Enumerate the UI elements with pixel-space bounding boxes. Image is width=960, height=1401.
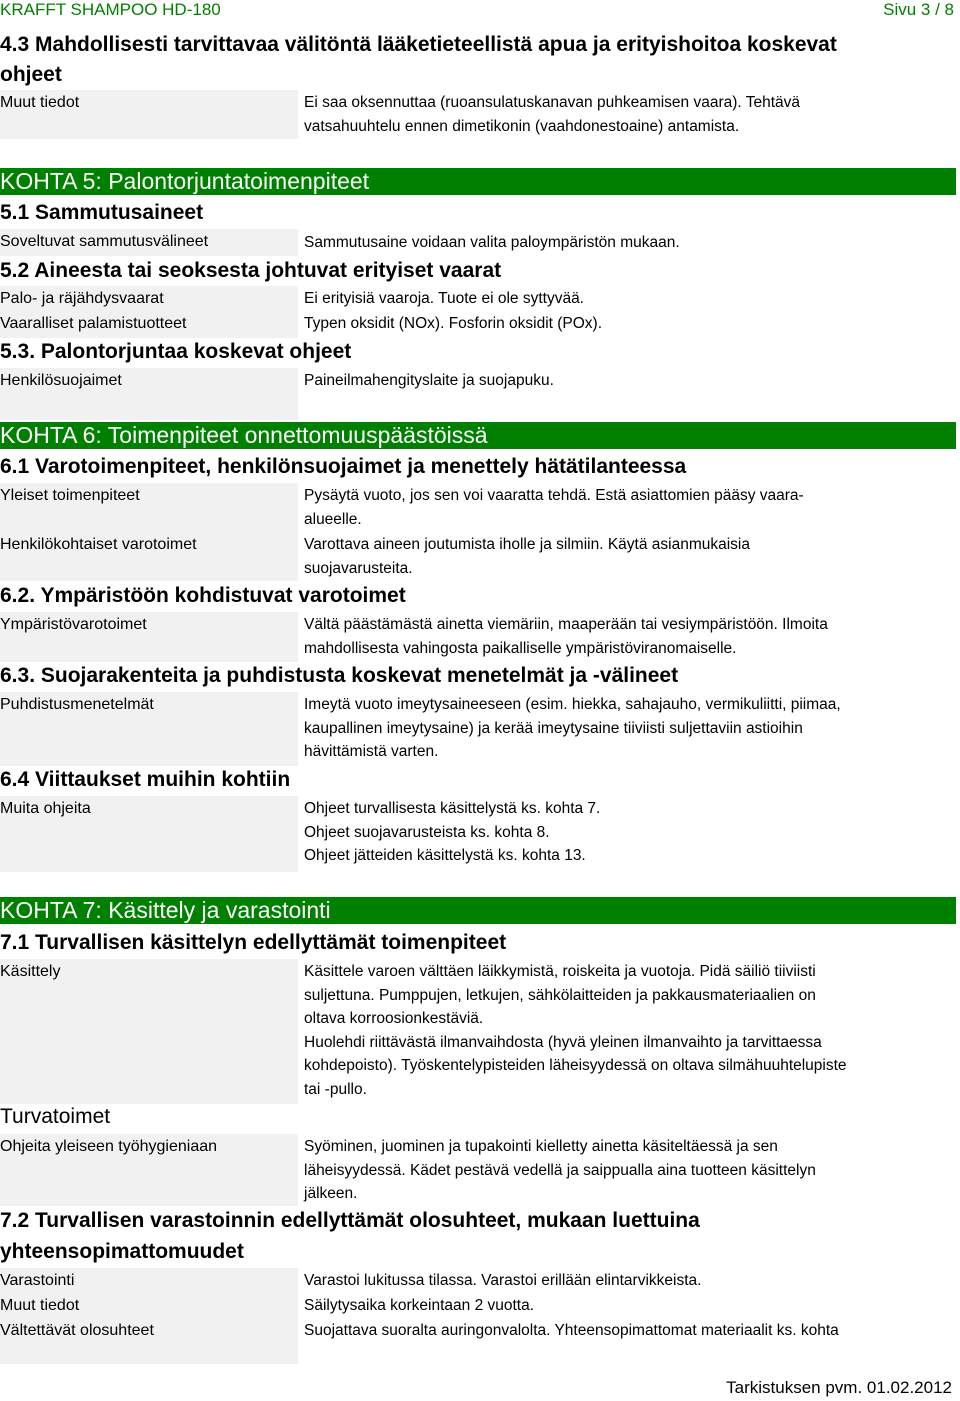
heading-6-3: 6.3. Suojarakenteita ja puhdistusta koskevat menetelmät ja -välineet (0, 664, 679, 687)
section-title: KOHTA 5: Palontorjuntatoimenpiteet (0, 168, 370, 194)
section-bar-5 (0, 168, 956, 195)
value-line: alueelle. (304, 510, 362, 528)
field-value: Typen oksidit (NOx). Fosforin oksidit (POx). (304, 315, 603, 332)
field-label: Vaaralliset palamistuotteet (0, 315, 187, 332)
field-label: Soveltuvat sammutusvälineet (0, 233, 209, 250)
heading-5-3: 5.3. Palontorjuntaa koskevat ohjeet (0, 340, 352, 363)
field-label: Henkilösuojaimet (0, 372, 122, 389)
field-value (304, 1135, 816, 1206)
heading-7-1: 7.1 Turvallisen käsittelyn edellyttämät toimenpiteet (0, 931, 507, 954)
field-label: Ohjeita yleiseen työhygieniaan (0, 1138, 218, 1155)
section-title: KOHTA 7: Käsittely ja varastointi (0, 897, 331, 923)
value-line: suojavarusteita. (304, 559, 413, 577)
field-label: Palo- ja räjähdysvaarat (0, 290, 164, 307)
field-value (304, 484, 804, 531)
value-line: hävittämistä varten. (304, 743, 439, 760)
field-value (304, 960, 847, 1101)
field-label: Varastointi (0, 1272, 75, 1289)
value-line: läheisyydessä. Kädet pestävä vedellä ja saippualla aina tuotteen käsittelyn (304, 1161, 816, 1179)
value-line: oltava korroosionkestäviä. (304, 1010, 484, 1027)
value-line: Ohjeet turvallisesta käsittelystä ks. kohta 7. (304, 800, 601, 817)
value-line: suljettuna. Pumppujen, letkujen, sähkölaitteiden ja pakkausmateriaalien on (304, 986, 816, 1004)
value-line: Ohjeet jätteiden käsittelystä ks. kohta 13. (304, 847, 586, 864)
section-bar-6 (0, 422, 956, 449)
field-value (304, 91, 800, 138)
field-label: Vältettävät olosuhteet (0, 1322, 154, 1339)
field-label: Käsittely (0, 963, 61, 980)
field-value (304, 613, 828, 660)
field-value (304, 797, 600, 868)
field-value: Säilytysaika korkeintaan 2 vuotta. (304, 1297, 535, 1314)
value-line: Huolehdi riittävästä ilmanvaihdosta (hyvä yleinen ilmanvaihto ja tarvittaessa (304, 1033, 822, 1051)
heading-turvatoimet: Turvatoimet (0, 1105, 111, 1128)
value-line: Imeytä vuoto imeytysaineeseen (esim. hiekka, sahajauho, vermikuliitti, piimaa, (304, 696, 841, 713)
value-line: Pysäytä vuoto, jos sen voi vaaratta tehdä. Estä asiattomien pääsy vaara- (304, 487, 804, 504)
value-line: Ohjeet suojavarusteista ks. kohta 8. (304, 823, 550, 841)
value-line: tai -pullo. (304, 1080, 367, 1098)
value-line: Syöminen, juominen ja tupakointi kielletty ainetta käsiteltäessä ja sen (304, 1138, 778, 1155)
value-line: Vältä päästämästä ainetta viemäriin, maaperään tai vesiympäristöön. Ilmoita (304, 616, 828, 633)
field-value: Varastoi lukitussa tilassa. Varastoi erillään elintarvikkeista. (304, 1272, 702, 1289)
field-value (304, 693, 841, 764)
field-value: Sammutusaine voidaan valita paloympäristön mukaan. (304, 234, 680, 251)
field-label: Muita ohjeita (0, 800, 91, 817)
field-label: Henkilökohtaiset varotoimet (0, 536, 197, 553)
heading-7-2-line1: 7.2 Turvallisen varastoinnin edellyttämät olosuhteet, mukaan luettuina (0, 1209, 700, 1232)
field-label: Ympäristövarotoimet (0, 616, 147, 633)
heading-4-3-line2: ohjeet (0, 63, 62, 86)
document-title: KRAFFT SHAMPOO HD-180 (0, 0, 221, 19)
field-value: Ei erityisiä vaaroja. Tuote ei ole syttyvää. (304, 290, 584, 307)
field-label: Yleiset toimenpiteet (0, 487, 140, 504)
heading-6-1: 6.1 Varotoimenpiteet, henkilönsuojaimet ja menettely hätätilanteessa (0, 455, 687, 478)
section-title: KOHTA 6: Toimenpiteet onnettomuuspäästöissä (0, 422, 488, 448)
value-line: jälkeen. (304, 1185, 358, 1202)
field-value: Paineilmahengityslaite ja suojapuku. (304, 372, 554, 389)
heading-6-4: 6.4 Viittaukset muihin kohtiin (0, 768, 291, 791)
field-value: Suojattava suoralta auringonvalolta. Yhteensopimattomat materiaalit ks. kohta (304, 1322, 839, 1339)
value-line: Ei saa oksennuttaa (ruoansulatuskanavan puhkeamisen vaara). Tehtävä (304, 94, 801, 111)
value-line: mahdollisesta vahingosta paikalliselle ympäristöviranomaiselle. (304, 639, 737, 657)
field-value (304, 533, 750, 580)
value-line: Varottava aineen joutumista iholle ja silmiin. Käytä asianmukaisia (304, 536, 750, 553)
value-line: Käsittele varoen välttäen läikkymistä, roiskeita ja vuotoja. Pidä säiliö tiiviisti (304, 963, 816, 980)
value-line: kohdepoisto). Työskentelypisteiden läheisyydessä on oltava silmähuuhtelupiste (304, 1057, 847, 1074)
field-label: Puhdistusmenetelmät (0, 696, 154, 713)
value-line: kaupallinen imeytysaine) ja kerää imeytysaine tiiviisti suljettaviin astioihin (304, 719, 803, 737)
revision-date: Tarkistuksen pvm. 01.02.2012 (726, 1378, 952, 1397)
page-number: Sivu 3 / 8 (883, 0, 954, 19)
heading-7-2-line2: yhteensopimattomuudet (0, 1240, 244, 1263)
section-bar-7 (0, 897, 956, 924)
heading-5-1: 5.1 Sammutusaineet (0, 201, 204, 224)
value-line: vatsahuuhtelu ennen dimetikonin (vaahdonestoaine) antamista. (304, 117, 740, 135)
heading-4-3-line1: 4.3 Mahdollisesti tarvittavaa välitöntä lääketieteellistä apua ja erityishoitoa koskevat (0, 33, 837, 56)
heading-6-2: 6.2. Ympäristöön kohdistuvat varotoimet (0, 584, 406, 607)
field-label: Muut tiedot (0, 94, 80, 111)
field-label: Muut tiedot (0, 1297, 80, 1314)
heading-5-2: 5.2 Aineesta tai seoksesta johtuvat erityiset vaarat (0, 259, 502, 282)
